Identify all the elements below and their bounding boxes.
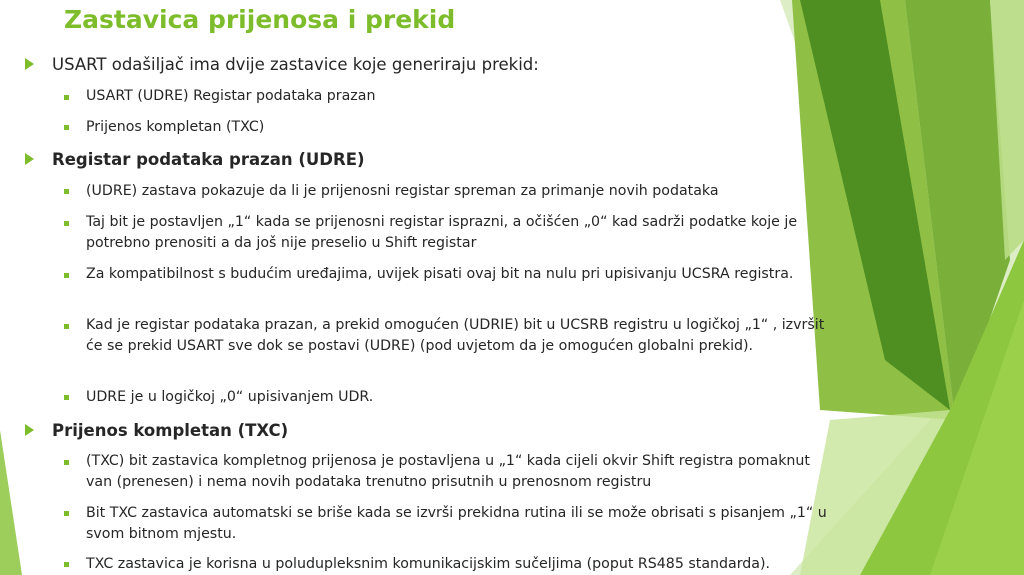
- level2-square-bullet-icon: [64, 460, 69, 465]
- list-item: (UDRE) zastava pokazuje da li je prijenosni registar spreman za primanje novih podataka: [86, 183, 719, 199]
- list-item: TXC zastavica je korisna u poludupleksnim komunikacijskim sučeljima (poput RS485 standarda).: [86, 556, 771, 572]
- level2-square-bullet-icon: [64, 395, 69, 400]
- level2-square-bullet-icon: [64, 511, 69, 516]
- section-heading: Registar podataka prazan (UDRE): [52, 150, 365, 169]
- level2-square-bullet-icon: [64, 125, 69, 130]
- list-item: Kad je registar podataka prazan, a prekid omogućen (UDRIE) bit u UCSRB registru u logičkoj „1“ , izvršit će se prekid USART sve dok se postavi (UDRE) (pod uvjetom da je omogućen globalni prekid).: [86, 317, 825, 354]
- level2-square-bullet-icon: [64, 189, 69, 194]
- list-item: Bit TXC zastavica automatski se briše kada se izvrši prekidna rutina ili se može obrisati s pisanjem „1“ u svom bitnom mjestu.: [86, 505, 827, 542]
- level1-arrow-bullet-icon: [25, 424, 34, 436]
- list-item: UDRE je u logičkoj „0“ upisivanjem UDR.: [86, 389, 374, 405]
- slide-title: Zastavica prijenosa i prekid: [64, 5, 456, 34]
- section-heading: USART odašiljač ima dvije zastavice koje generiraju prekid:: [52, 55, 539, 74]
- level2-square-bullet-icon: [64, 273, 69, 278]
- level2-square-bullet-icon: [64, 324, 69, 329]
- level1-arrow-bullet-icon: [25, 153, 34, 165]
- level2-square-bullet-icon: [64, 221, 69, 226]
- list-item: Za kompatibilnost s budućim uređajima, uvijek pisati ovaj bit na nulu pri upisivanju UCSRA registra.: [86, 266, 794, 282]
- level2-square-bullet-icon: [64, 95, 69, 100]
- level1-arrow-bullet-icon: [25, 58, 34, 70]
- list-item: (TXC) bit zastavica kompletnog prijenosa je postavljena u „1“ kada cijeli okvir Shift registra pomaknut van (prenesen) i nema novih podataka trenutno prisutnih u prenosnom registru: [86, 453, 810, 490]
- list-item: Prijenos kompletan (TXC): [86, 119, 265, 135]
- level2-square-bullet-icon: [64, 562, 69, 567]
- list-item: Taj bit je postavljen „1“ kada se prijenosni registar isprazni, a očišćen „0“ kad sadrži podatke koje je potrebno prenositi a da još nije preselio u Shift registar: [86, 214, 798, 251]
- section-heading: Prijenos kompletan (TXC): [52, 421, 289, 440]
- list-item: USART (UDRE) Registar podataka prazan: [86, 88, 376, 104]
